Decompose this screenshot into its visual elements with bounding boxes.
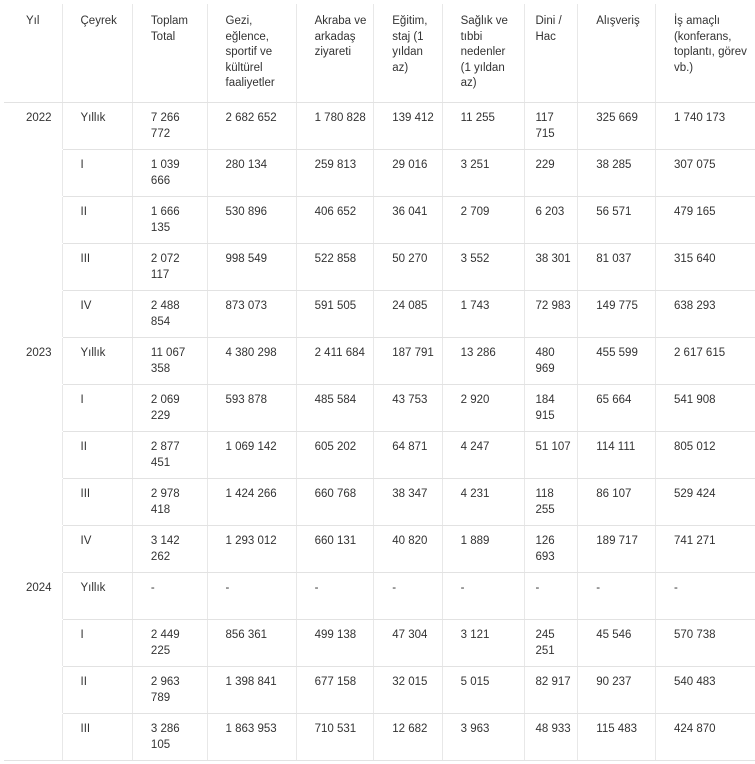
table-row [4,150,755,197]
cell-year [4,197,62,244]
cell-education: 29 016 [374,150,442,197]
cell-health: 4 247 [442,432,525,479]
cell-religious: 184 915 [525,385,578,432]
cell-health: 3 251 [442,150,525,197]
cell-health: 13 286 [442,338,525,385]
cell-travel-leisure: 1 069 142 [207,432,296,479]
cell-education: 38 347 [374,479,442,526]
column-header-total: Toplam Total [132,4,207,103]
cell-religious: 72 983 [525,291,578,338]
cell-total: 1 666 135 [132,197,207,244]
cell-religious: 245 251 [525,620,578,667]
column-header-visiting-relatives: Akraba ve arkadaş ziyareti [296,4,374,103]
cell-health: 3 552 [442,244,525,291]
column-header-travel-leisure: Gezi, eğlence, sportif ve kültürel faaliyetler [207,4,296,103]
cell-travel-leisure: 593 878 [207,385,296,432]
cell-visiting-relatives: 406 652 [296,197,374,244]
cell-shopping: 86 107 [578,479,656,526]
cell-year [4,714,62,761]
cell-total: 2 488 854 [132,291,207,338]
cell-shopping: 45 546 [578,620,656,667]
cell-business: 1 740 173 [655,103,755,150]
cell-business: - [655,573,755,620]
cell-health: 5 015 [442,667,525,714]
cell-year [4,150,62,197]
cell-quarter: Yıllık [62,338,132,385]
cell-religious: - [525,573,578,620]
cell-visiting-relatives: 259 813 [296,150,374,197]
cell-business: 424 870 [655,714,755,761]
cell-travel-leisure: 4 380 298 [207,338,296,385]
cell-business: 315 640 [655,244,755,291]
cell-education: 40 820 [374,526,442,573]
table-row [4,667,755,714]
cell-year [4,385,62,432]
cell-shopping: 149 775 [578,291,656,338]
cell-shopping: 189 717 [578,526,656,573]
cell-religious: 51 107 [525,432,578,479]
cell-health: 11 255 [442,103,525,150]
cell-total: 3 286 105 [132,714,207,761]
table-header-row [4,4,755,103]
cell-health: - [442,573,525,620]
cell-quarter: Yıllık [62,103,132,150]
cell-health: 3 121 [442,620,525,667]
cell-total: 2 978 418 [132,479,207,526]
cell-religious: 48 933 [525,714,578,761]
cell-business: 2 617 615 [655,338,755,385]
cell-education: 36 041 [374,197,442,244]
cell-visiting-relatives: 710 531 [296,714,374,761]
cell-year [4,667,62,714]
table-row [4,573,755,620]
cell-quarter: II [62,667,132,714]
table-row [4,197,755,244]
cell-quarter: II [62,197,132,244]
table-row [4,432,755,479]
table-row [4,526,755,573]
cell-year [4,291,62,338]
cell-shopping: - [578,573,656,620]
cell-health: 1 889 [442,526,525,573]
cell-total: 11 067 358 [132,338,207,385]
cell-shopping: 81 037 [578,244,656,291]
table-row [4,714,755,761]
cell-total: 2 963 789 [132,667,207,714]
cell-shopping: 114 111 [578,432,656,479]
cell-business: 638 293 [655,291,755,338]
cell-visiting-relatives: - [296,573,374,620]
cell-travel-leisure: 998 549 [207,244,296,291]
cell-total: - [132,573,207,620]
cell-quarter: III [62,714,132,761]
cell-visiting-relatives: 660 768 [296,479,374,526]
cell-quarter: III [62,244,132,291]
cell-shopping: 56 571 [578,197,656,244]
cell-education: 32 015 [374,667,442,714]
cell-education: 187 791 [374,338,442,385]
cell-year [4,620,62,667]
cell-business: 307 075 [655,150,755,197]
cell-year: 2023 [4,338,62,385]
cell-travel-leisure: 1 424 266 [207,479,296,526]
cell-education: 64 871 [374,432,442,479]
column-header-shopping: Alışveriş [578,4,656,103]
table-row [4,385,755,432]
cell-travel-leisure: 1 293 012 [207,526,296,573]
cell-religious: 229 [525,150,578,197]
cell-travel-leisure: 530 896 [207,197,296,244]
cell-shopping: 90 237 [578,667,656,714]
cell-visiting-relatives: 2 411 684 [296,338,374,385]
cell-education: 50 270 [374,244,442,291]
cell-shopping: 115 483 [578,714,656,761]
cell-visiting-relatives: 499 138 [296,620,374,667]
table-row [4,479,755,526]
cell-travel-leisure: 280 134 [207,150,296,197]
cell-religious: 126 693 [525,526,578,573]
cell-total: 2 877 451 [132,432,207,479]
column-header-education: Eğitim, staj (1 yıldan az) [374,4,442,103]
column-header-religious: Dini / Hac [525,4,578,103]
cell-business: 540 483 [655,667,755,714]
cell-shopping: 65 664 [578,385,656,432]
cell-religious: 38 301 [525,244,578,291]
data-table [4,4,755,761]
column-header-business: İş amaçlı (konferans, toplantı, görev vb.) [655,4,755,103]
cell-business: 529 424 [655,479,755,526]
column-header-quarter: Çeyrek [62,4,132,103]
cell-total: 2 449 225 [132,620,207,667]
table-row [4,291,755,338]
table-row [4,338,755,385]
cell-education: 12 682 [374,714,442,761]
cell-total: 2 072 117 [132,244,207,291]
cell-business: 479 165 [655,197,755,244]
cell-religious: 6 203 [525,197,578,244]
cell-visiting-relatives: 485 584 [296,385,374,432]
cell-education: 24 085 [374,291,442,338]
cell-shopping: 455 599 [578,338,656,385]
cell-visiting-relatives: 522 858 [296,244,374,291]
cell-quarter: I [62,385,132,432]
cell-travel-leisure: 1 863 953 [207,714,296,761]
cell-education: 139 412 [374,103,442,150]
cell-total: 1 039 666 [132,150,207,197]
cell-year [4,479,62,526]
cell-quarter: I [62,150,132,197]
cell-visiting-relatives: 605 202 [296,432,374,479]
cell-health: 2 709 [442,197,525,244]
cell-religious: 480 969 [525,338,578,385]
column-header-health: Sağlık ve tıbbi nedenler (1 yıldan az) [442,4,525,103]
cell-year: 2024 [4,573,62,620]
cell-total: 7 266 772 [132,103,207,150]
cell-year [4,244,62,291]
cell-year [4,432,62,479]
cell-quarter: III [62,479,132,526]
cell-health: 4 231 [442,479,525,526]
cell-travel-leisure: - [207,573,296,620]
cell-travel-leisure: 1 398 841 [207,667,296,714]
cell-total: 2 069 229 [132,385,207,432]
table-row [4,620,755,667]
cell-travel-leisure: 2 682 652 [207,103,296,150]
cell-health: 2 920 [442,385,525,432]
cell-business: 570 738 [655,620,755,667]
cell-health: 3 963 [442,714,525,761]
cell-education: - [374,573,442,620]
cell-business: 741 271 [655,526,755,573]
cell-education: 43 753 [374,385,442,432]
cell-business: 541 908 [655,385,755,432]
cell-business: 805 012 [655,432,755,479]
cell-religious: 82 917 [525,667,578,714]
cell-education: 47 304 [374,620,442,667]
cell-visiting-relatives: 1 780 828 [296,103,374,150]
cell-religious: 117 715 [525,103,578,150]
table-row [4,103,755,150]
cell-quarter: IV [62,291,132,338]
cell-year: 2022 [4,103,62,150]
cell-visiting-relatives: 677 158 [296,667,374,714]
cell-visiting-relatives: 591 505 [296,291,374,338]
cell-quarter: I [62,620,132,667]
cell-travel-leisure: 856 361 [207,620,296,667]
cell-quarter: IV [62,526,132,573]
cell-visiting-relatives: 660 131 [296,526,374,573]
cell-quarter: II [62,432,132,479]
cell-total: 3 142 262 [132,526,207,573]
cell-year [4,526,62,573]
cell-health: 1 743 [442,291,525,338]
column-header-year: Yıl [4,4,62,103]
table-row [4,244,755,291]
cell-quarter: Yıllık [62,573,132,620]
cell-shopping: 325 669 [578,103,656,150]
cell-travel-leisure: 873 073 [207,291,296,338]
cell-religious: 118 255 [525,479,578,526]
cell-shopping: 38 285 [578,150,656,197]
